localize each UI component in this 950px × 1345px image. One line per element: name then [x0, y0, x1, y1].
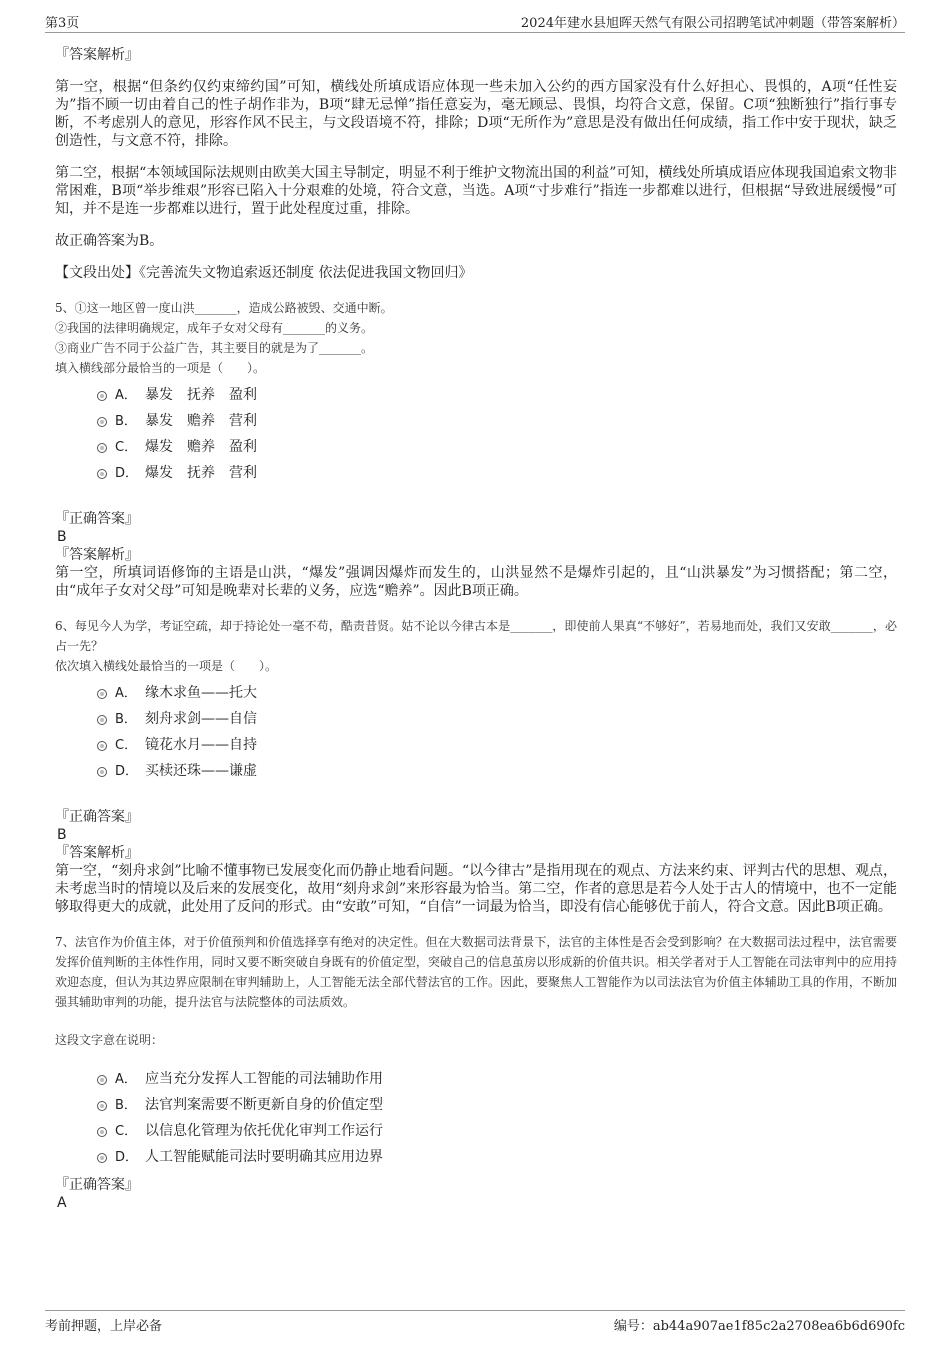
question-5: [55, 298, 897, 600]
page-number: 第3页: [45, 16, 80, 31]
q6-analysis-label: 『答案解析』: [55, 845, 139, 861]
q7-options: [55, 1066, 897, 1170]
option-text: 买椟还珠——谦虚: [145, 763, 257, 779]
option-key: B．: [115, 414, 137, 429]
q6-instruction: 依次填入横线处最恰当的一项是（ ）。: [55, 659, 278, 673]
option-key: A．: [115, 686, 137, 701]
q5-analysis: 第一空，所填词语修饰的主语是山洪，“爆发”强调因爆炸而发生的，山洪显然不是爆炸引起的，且“山洪暴发”为习惯搭配；第二空，由“成年子女对父母”可知是晚辈对长辈的义务，应选“赡养”。因此B项正确。: [55, 565, 897, 599]
question-7: [55, 932, 897, 1212]
q7-answer: A: [57, 1195, 67, 1211]
q5-option-a[interactable]: [55, 382, 897, 408]
option-key: B．: [115, 712, 137, 727]
footer-slogan: 考前押题，上岸必备: [45, 1319, 163, 1334]
option-text: 暴发 抚养 盈利: [145, 387, 257, 403]
q5-stem-line-3: ③商业广告不同于公益广告，其主要目的就是为了_______。: [55, 341, 374, 355]
q7-option-b[interactable]: [55, 1092, 897, 1118]
option-key: C．: [115, 440, 138, 455]
option-text: 法官判案需要不断更新自身的价值定型: [145, 1097, 383, 1113]
q5-answer: B: [57, 529, 67, 545]
q7-stem: 7、法官作为价值主体，对于价值预判和价值选择享有绝对的决定性。但在大数据司法背景下，法官的主体性是否会受到影响？在大数据司法过程中，法官需要发挥价值判断的主体性作用，同时又要不断突破自身既有的价值定型，突破自己的信息茧房以形成新的价值共识。相关学者对于人工智能在司法审判中的应用持欢迎态度，但认为其边界应限制在审判辅助上，人工智能无法全部代替法官的工作。因此，要聚焦人工智能作为以司法法官为价值主体辅助工具的作用，不断加强其辅助审判的功能，提升法官与法院整体的司法质效。: [55, 935, 897, 1009]
option-key: A．: [115, 1072, 137, 1087]
document-code: 编号：ab44a907ae1f85c2a2708ea6b6d690fc: [613, 1319, 905, 1334]
option-key: D．: [115, 1150, 139, 1165]
radio-icon[interactable]: [97, 417, 107, 427]
radio-icon[interactable]: [97, 689, 107, 699]
option-key: D．: [115, 764, 139, 779]
option-text: 应当充分发挥人工智能的司法辅助作用: [145, 1071, 383, 1087]
q6-option-b[interactable]: [55, 706, 897, 732]
q6-analysis: 第一空，“刻舟求剑”比喻不懂事物已发展变化而仍静止地看问题。“以今律古”是指用现在的观点、方法来约束、评判古代的思想、观点，未考虑当时的情境以及后来的发展变化，故用“刻舟求剑”来形容最为恰当。第二空，作者的意思是若今人处于古人的情境中，也不一定能够取得更大的成就，此处用了反问的形式。由“安敢”可知，“自信”一词最为恰当，即没有信心能够优于前人，符合文意。因此B项正确。: [55, 863, 897, 915]
q5-option-c[interactable]: [55, 434, 897, 460]
option-text: 以信息化管理为依托优化审判工作运行: [145, 1123, 383, 1139]
q5-correct-label: 『正确答案』: [55, 511, 139, 527]
q6-option-d[interactable]: [55, 758, 897, 784]
radio-icon[interactable]: [97, 1075, 107, 1085]
option-text: 人工智能赋能司法时要明确其应用边界: [145, 1149, 383, 1165]
page-header: [45, 12, 905, 33]
page-content: [55, 46, 897, 1212]
option-text: 爆发 赡养 盈利: [145, 439, 257, 455]
q5-stem-line-2: ②我国的法律明确规定，成年子女对父母有_______的义务。: [55, 321, 374, 335]
document-title: 2024年建水县旭晖天然气有限公司招聘笔试冲刺题（带答案解析）: [520, 16, 905, 31]
q4-conclusion: 故正确答案为B。: [55, 233, 164, 249]
q7-instruction: 这段文字意在说明：: [55, 1033, 164, 1047]
q4-analysis-para2: 第二空，根据“本领域国际法规则由欧美大国主导制定，明显不利于维护文物流出国的利益”可知，横线处所填成语应体现我国追索文物非常困难，B项“举步维艰”形容已陷入十分艰难的处境，符合文意，当选。A项“寸步难行”指连一步都难以进行，但根据“导致进展缓慢”可知，并不是连一步都难以进行，置于此处程度过重，排除。: [55, 165, 897, 217]
option-key: A．: [115, 388, 137, 403]
option-text: 镜花水月——自持: [145, 737, 257, 753]
q5-analysis-label: 『答案解析』: [55, 547, 139, 563]
q4-analysis-para1: 第一空，根据“但条约仅约束缔约国”可知，横线处所填成语应体现一些未加入公约的西方国家没有什么好担心、畏惧的，A项“任性妄为”指不顾一切由着自己的性子胡作非为，B项“肆无忌惮”指任意妄为，毫无顾忌、畏惧，均符合文意，保留。C项“独断独行”指行事专断，不考虑别人的意见，形容作风不民主，与文段语境不符，排除；D项“无所作为”意思是没有做出任何成绩，指工作中安于现状，缺乏创造性，与文意不符，排除。: [55, 79, 897, 149]
option-key: C．: [115, 738, 138, 753]
option-key: B．: [115, 1098, 137, 1113]
option-text: 缘木求鱼——托大: [145, 685, 257, 701]
q7-option-a[interactable]: [55, 1066, 897, 1092]
q6-options: [55, 680, 897, 784]
option-text: 暴发 赡养 营利: [145, 413, 257, 429]
q6-option-c[interactable]: [55, 732, 897, 758]
radio-icon[interactable]: [97, 443, 107, 453]
question-6: [55, 616, 897, 916]
option-key: C．: [115, 1124, 138, 1139]
radio-icon[interactable]: [97, 1153, 107, 1163]
option-text: 爆发 抚养 营利: [145, 465, 257, 481]
radio-icon[interactable]: [97, 469, 107, 479]
radio-icon[interactable]: [97, 767, 107, 777]
radio-icon[interactable]: [97, 1127, 107, 1137]
q6-option-a[interactable]: [55, 680, 897, 706]
option-key: D．: [115, 466, 139, 481]
q7-option-d[interactable]: [55, 1144, 897, 1170]
q6-stem: 6、每见今人为学，考证空疏，却于持论处一毫不苟，酷责昔贤。姑不论以今律古本是_______，即使前人果真“不够好”，若易地而处，我们又安敢_______，必占一先？: [55, 619, 897, 653]
q6-answer: B: [57, 827, 67, 843]
page-footer: [45, 1310, 905, 1335]
q4-source: 【文段出处】《完善流失文物追索返还制度 依法促进我国文物回归》: [55, 265, 473, 281]
q4-analysis-label: 『答案解析』: [55, 47, 139, 63]
radio-icon[interactable]: [97, 391, 107, 401]
radio-icon[interactable]: [97, 741, 107, 751]
q5-option-d[interactable]: [55, 460, 897, 486]
radio-icon[interactable]: [97, 715, 107, 725]
q5-stem-line-1: 5、①这一地区曾一度山洪_______，造成公路被毁、交通中断。: [55, 301, 393, 315]
radio-icon[interactable]: [97, 1101, 107, 1111]
q7-correct-label: 『正确答案』: [55, 1177, 139, 1193]
q5-option-b[interactable]: [55, 408, 897, 434]
option-text: 刻舟求剑——自信: [145, 711, 257, 727]
q5-instruction: 填入横线部分最恰当的一项是（ ）。: [55, 361, 266, 375]
q6-correct-label: 『正确答案』: [55, 809, 139, 825]
q5-options: [55, 382, 897, 486]
q7-option-c[interactable]: [55, 1118, 897, 1144]
